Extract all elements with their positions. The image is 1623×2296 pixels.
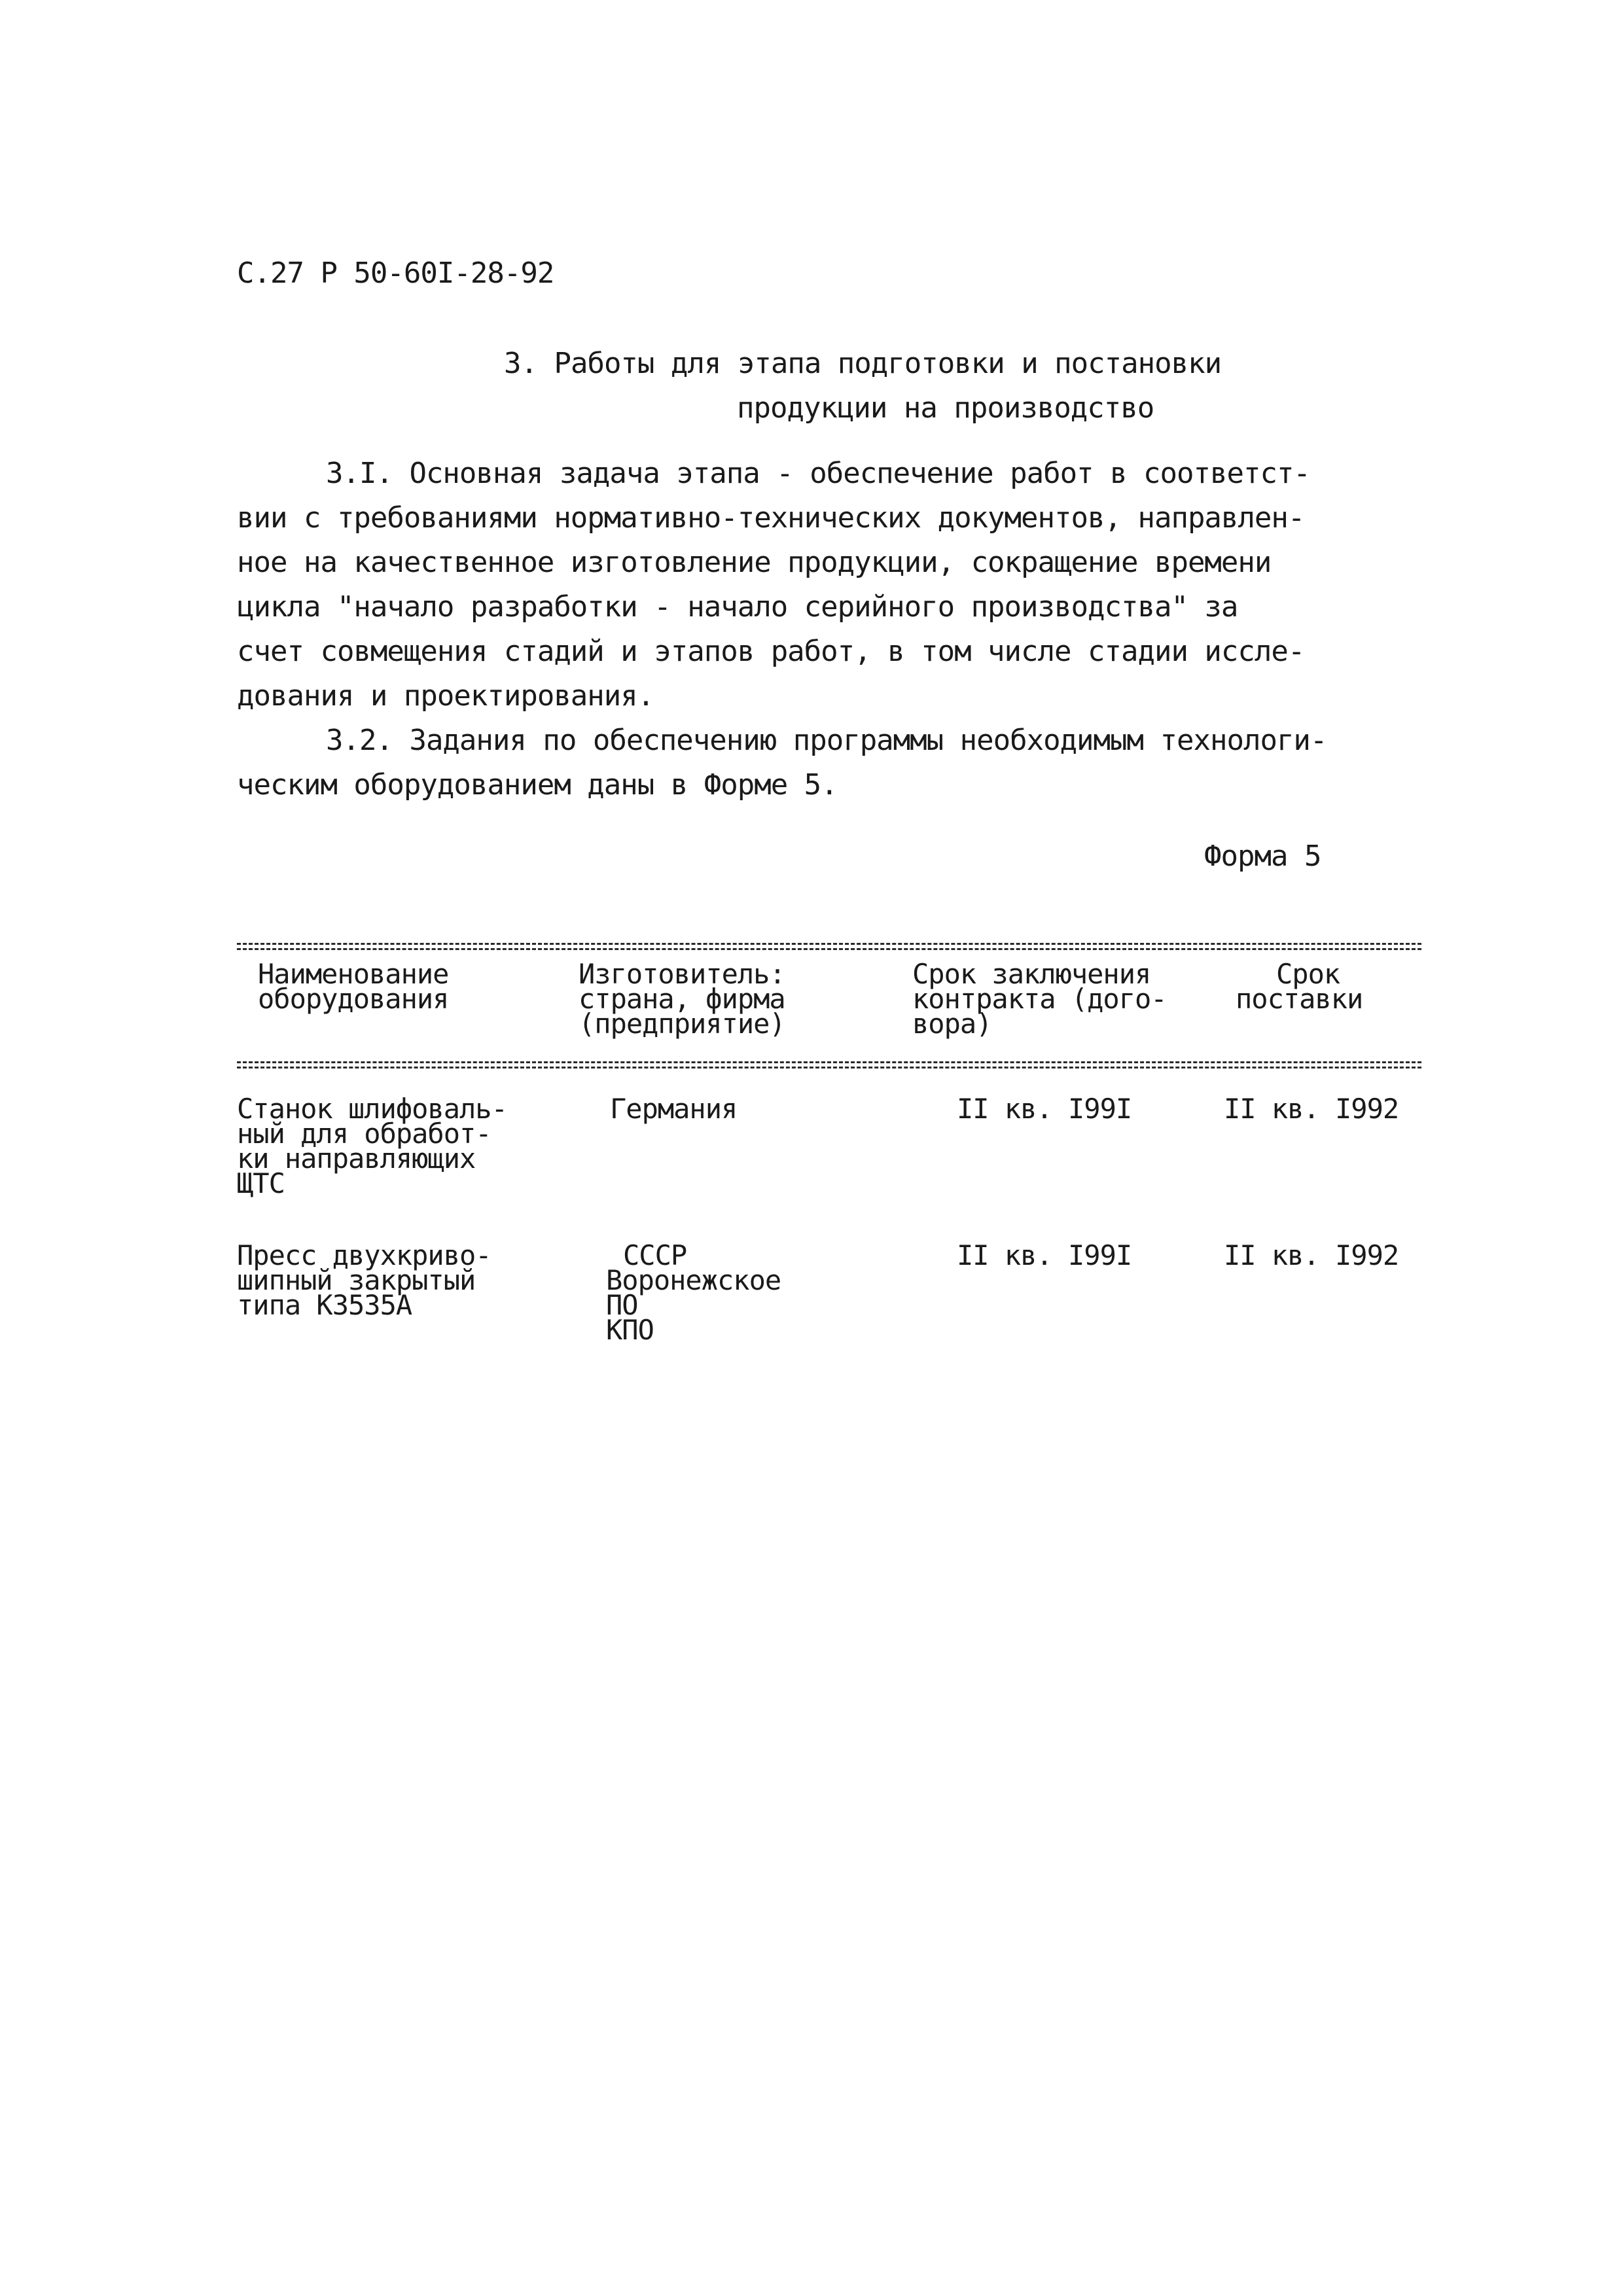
paragraph-line: счет совмещения стадий и этапов работ, в том числе стадии иссле-: [237, 635, 1305, 668]
paragraph-line: вии с требованиями нормативно-технических документов, направлен-: [237, 501, 1305, 535]
header-text: Наименование: [258, 958, 449, 990]
row-equipment-name: ный для обработ-: [237, 1118, 491, 1150]
section-title-line-1: 3. Работы для этапа подготовки и постановки: [504, 347, 1222, 380]
header-text: оборудования: [258, 983, 449, 1015]
header-text: Срок: [1276, 958, 1340, 990]
row-equipment-name: ки направляющих: [237, 1142, 476, 1174]
paragraph-line: 3.I. Основная задача этапа - обеспечение работ в соответст-: [326, 457, 1310, 490]
form-label: Форма 5: [1204, 839, 1321, 873]
row-equipment-name: шипный закрытый: [237, 1264, 476, 1296]
header-text: Изготовитель:: [579, 958, 785, 990]
paragraph-line: ное на качественное изготовление продукции, сокращение времени: [237, 546, 1272, 579]
page-header: С.27 Р 50-60I-28-92: [237, 256, 554, 290]
row-equipment-name: ЩТС: [237, 1167, 285, 1199]
row-maker: ПО: [606, 1289, 638, 1321]
paragraph-line: 3.2. Задания по обеспечению программы необходимым технологи-: [326, 724, 1327, 757]
row-contract-date: II кв. I99I: [957, 1093, 1132, 1125]
row-equipment-name: типа К3535А: [237, 1289, 412, 1321]
header-text: поставки: [1236, 983, 1363, 1015]
row-maker: СССР: [623, 1239, 687, 1271]
paragraph-line: дования и проектирования.: [237, 679, 654, 713]
paragraph-line: цикла "начало разработки - начало серийного производства" за: [237, 590, 1238, 624]
table-top-rule: [237, 943, 1421, 945]
row-delivery-date: II кв. I992: [1224, 1239, 1399, 1271]
row-maker: Германия: [610, 1093, 738, 1125]
table-header-rule-2: [237, 1067, 1421, 1069]
header-text: Срок заключения: [912, 958, 1151, 990]
row-equipment-name: Пресс двухкриво-: [237, 1239, 491, 1271]
header-text: (предприятие): [579, 1008, 785, 1040]
header-text: страна, фирма: [579, 983, 785, 1015]
row-maker: КПО: [606, 1314, 654, 1346]
row-equipment-name: Станок шлифоваль-: [237, 1093, 507, 1125]
row-contract-date: II кв. I99I: [957, 1239, 1132, 1271]
paragraph-line: ческим оборудованием даны в Форме 5.: [237, 768, 838, 802]
section-title-line-2: продукции на производство: [737, 391, 1154, 425]
table-header-rule: [237, 1061, 1421, 1063]
header-text: вора): [912, 1008, 992, 1040]
row-maker: Воронежское: [606, 1264, 781, 1296]
row-delivery-date: II кв. I992: [1224, 1093, 1399, 1125]
table-top-rule-2: [237, 948, 1421, 950]
header-text: контракта (дого-: [912, 983, 1167, 1015]
